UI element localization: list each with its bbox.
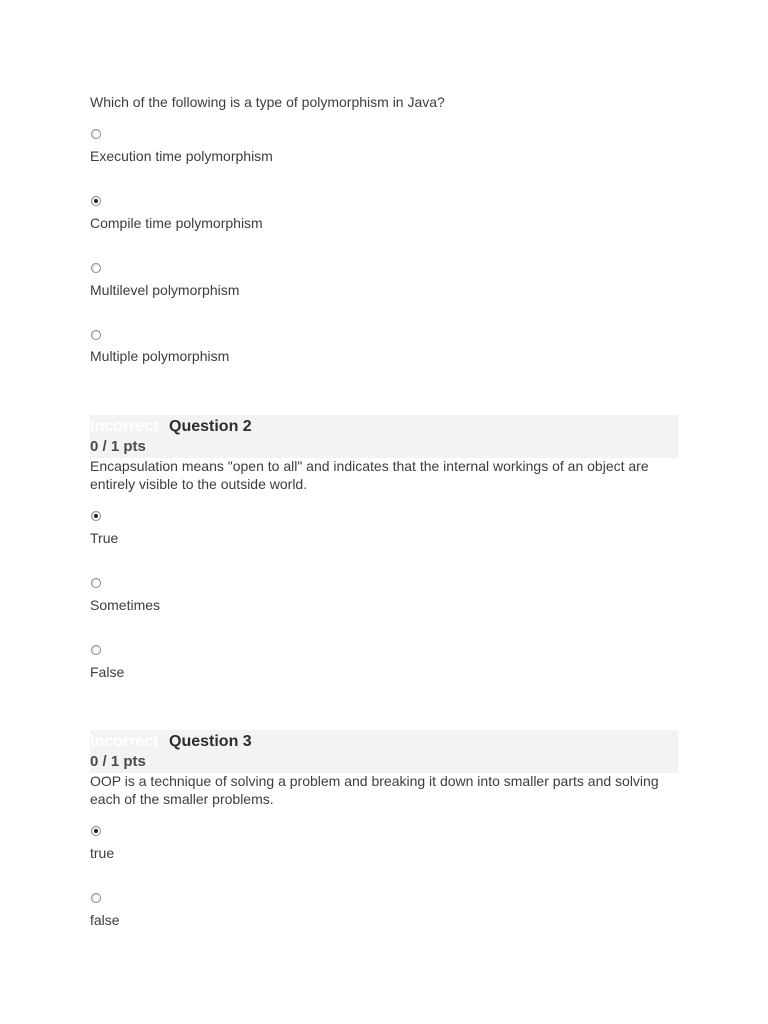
question-2-option-2-radio[interactable]: [91, 578, 101, 588]
question-1-option-4-radio[interactable]: [91, 330, 101, 340]
question-3-header: [90, 730, 678, 773]
question-1-option-3-label[interactable]: Multilevel polymorphism: [90, 282, 240, 298]
question-3-option-2-label[interactable]: false: [90, 912, 120, 928]
question-1-text: Which of the following is a type of polymorphism in Java?: [90, 94, 445, 110]
question-2-title: Question 2: [169, 418, 252, 435]
question-2-option-1-label[interactable]: True: [90, 530, 119, 546]
question-2-option-2-label[interactable]: Sometimes: [90, 597, 161, 613]
question-1-option-2-label[interactable]: Compile time polymorphism: [90, 215, 263, 231]
question-2-points: 0 / 1 pts: [90, 438, 146, 455]
question-1-option-1-radio[interactable]: [91, 129, 101, 139]
question-3-option-1-label[interactable]: true: [90, 845, 115, 861]
question-3-title: Question 3: [169, 733, 252, 750]
question-2-text: Encapsulation means "open to all" and indicates that the internal workings of an object are entirely visible to the outside world.: [90, 458, 649, 492]
question-1-option-3-radio[interactable]: [91, 263, 101, 273]
question-1-option-1-label[interactable]: Execution time polymorphism: [90, 148, 273, 164]
question-3-points: 0 / 1 pts: [90, 753, 146, 770]
question-3-option-2-radio[interactable]: [91, 893, 101, 903]
question-3-status-label: Incorrect: [90, 733, 159, 750]
question-2-header: [90, 415, 678, 458]
question-1-option-4-label[interactable]: Multiple polymorphism: [90, 348, 230, 364]
question-1-option-2-radio[interactable]: [91, 196, 101, 206]
question-2-option-1-radio[interactable]: [91, 511, 101, 521]
question-2-option-3-label[interactable]: False: [90, 664, 125, 680]
question-2-option-3-radio[interactable]: [91, 645, 101, 655]
question-3-text: OOP is a technique of solving a problem and breaking it down into smaller parts and solving each of the smaller problems.: [90, 773, 659, 807]
question-3-option-1-radio[interactable]: [91, 826, 101, 836]
question-2-status-label: Incorrect: [90, 418, 159, 435]
